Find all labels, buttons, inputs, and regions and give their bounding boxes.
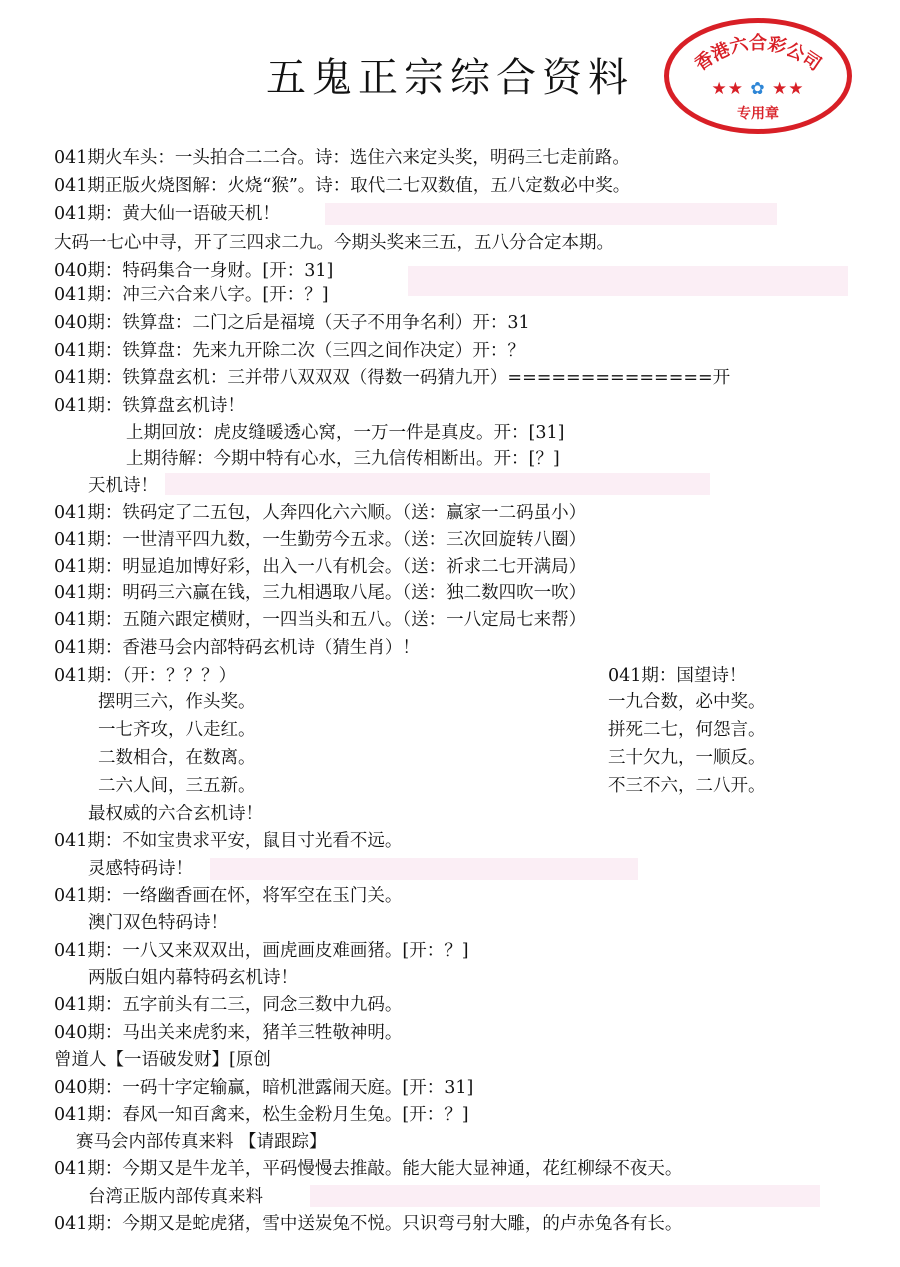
text-line: 041期：冲三六合来八字。[开：？] [54,285,329,305]
text-line: 041期：今期又是蛇虎猪，雪中送炭兔不悦。只识弯弓射大雕，的卢赤兔各有长。 [54,1214,683,1234]
text-line: 041期：（开：？？？） [54,666,237,686]
right-poem-line: 三十欠九，一顺反。 [608,748,766,768]
text-line: 041期：香港马会内部特码玄机诗（猜生肖）！ [54,638,420,658]
highlight-band [325,203,777,225]
text-line: 041期正版火烧图解：火烧“猴”。诗：取代二七双数值，五八定数必中奖。 [54,176,631,196]
highlight-band [408,266,848,296]
right-poem-line: 不三不六，二八开。 [608,776,766,796]
section-heading: 澳门双色特码诗！ [88,913,228,933]
section-heading: 灵感特码诗！ [88,859,193,879]
stamp-stars-left: ★★ [711,79,744,99]
text-line: 041期：黄大仙一语破天机！ [54,204,280,224]
poem-line: 二数相合，在数离。 [98,748,256,768]
poem-line: 二六人间，三五新。 [98,776,256,796]
section-heading: 最权威的六合玄机诗！ [88,804,263,824]
text-line: 041期：今期又是牛龙羊，平码慢慢去推敲。能大能大显神通，花红柳绿不夜天。 [54,1159,683,1179]
text-line: 041期：铁算盘玄机：三并带八双双双（得数一码猜九开）==============开 [54,368,731,388]
section-heading: 赛马会内部传真来料 【请跟踪】 [76,1132,327,1152]
highlight-band [210,858,638,880]
text-line: 上期待解：今期中特有心水，三九信传相断出。开：[？] [126,449,560,469]
stamp-subtitle: 专用章 [737,106,779,122]
stamp-company-name: 香港六合彩公司 [691,33,825,76]
stamp-stars-row [669,79,847,99]
right-poem-title: 041期：国望诗！ [608,666,747,686]
text-line: 041期：五随六跟定横财，一四当头和五八。（送：一八定局七来帮） [54,610,587,630]
text-line: 041期：铁算盘玄机诗！ [54,396,245,416]
section-heading: 台湾正版内部传真来料 [88,1187,263,1207]
official-stamp [664,18,852,134]
section-heading: 曾道人【一语破发财】[原创 [54,1050,271,1070]
right-poem-line: 一九合数，必中奖。 [608,692,766,712]
text-line: 041期：不如宝贵求平安，鼠目寸光看不远。 [54,831,403,851]
text-line: 041期：铁码定了二五包，人奔四化六六顺。（送：赢家一二码虽小） [54,503,587,523]
text-line: 大码一七心中寻，开了三四求二九。今期头奖来三五，五八分合定本期。 [54,233,614,253]
text-line: 041期：春风一知百禽来，松生金粉月生兔。[开：？] [54,1105,469,1125]
text-line: 040期：马出关来虎豹来，猪羊三牲敬神明。 [54,1023,403,1043]
right-poem-line: 拼死二七，何怨言。 [608,720,766,740]
text-line: 041期：铁算盘：先来九开除二次（三四之间作决定）开：？ [54,341,525,361]
poem-line: 一七齐攻，八走红。 [98,720,256,740]
text-line: 041期火车头：一头拍合二二合。诗：选住六来定头奖，明码三七走前路。 [54,148,630,168]
text-line: 041期：一世清平四九数，一生勤劳今五求。（送：三次回旋转八圈） [54,530,587,550]
text-line: 041期：五字前头有二三，同念三数中九码。 [54,995,403,1015]
flower-icon: ✿ [750,79,766,99]
page-title: 五鬼正宗综合资料 [266,55,634,101]
poem-line: 摆明三六，作头奖。 [98,692,256,712]
text-line: 041期：明显追加博好彩，出入一八有机会。（送：祈求二七开满局） [54,557,587,577]
text-line: 040期：特码集合一身财。[开：31] [54,261,334,281]
text-line: 上期回放：虎皮缝暖透心窝，一万一件是真皮。开：[31] [126,423,565,443]
section-heading: 天机诗！ [88,476,158,496]
stamp-stars-right: ★★ [772,79,805,99]
text-line: 041期：明码三六赢在钱，三九相遇取八尾。（送：独二数四吹一吹） [54,583,587,603]
highlight-band [310,1185,820,1207]
highlight-band [165,473,710,495]
text-line: 040期：一码十字定输赢，暗机泄露闹天庭。[开：31] [54,1078,474,1098]
section-heading: 两版白姐内幕特码玄机诗！ [88,968,298,988]
text-line: 040期：铁算盘：二门之后是福境（天子不用争名利）开：31 [54,313,530,333]
text-line: 041期：一络幽香画在怀，将军空在玉门关。 [54,886,403,906]
text-line: 041期：一八又来双双出，画虎画皮难画猪。[开：？] [54,941,469,961]
